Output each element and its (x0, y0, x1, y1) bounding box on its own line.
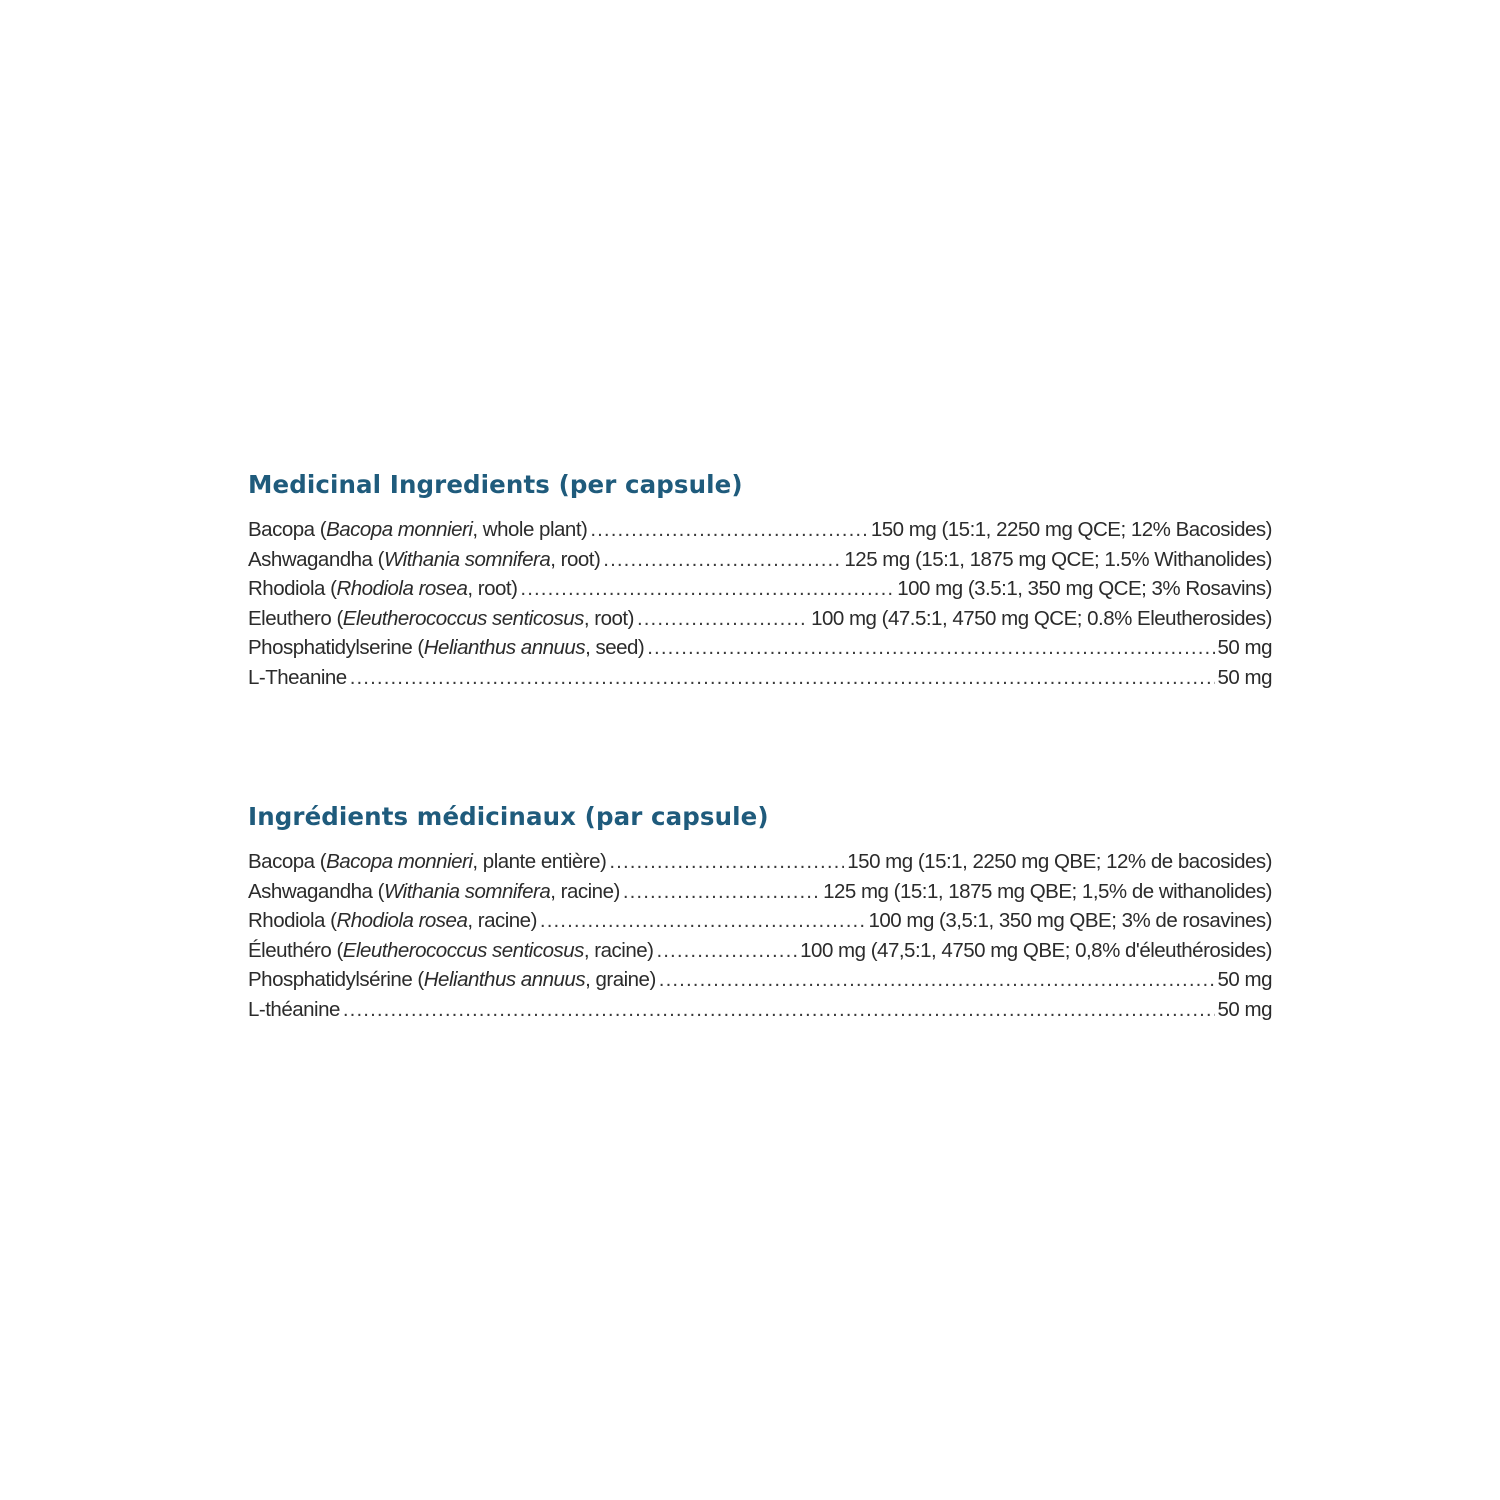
ingredient-row (248, 663, 1272, 693)
ingredient-row (248, 574, 1272, 604)
dot-leader (590, 515, 868, 545)
ingredient-row (248, 515, 1272, 545)
dot-leader (343, 995, 1215, 1025)
ingredient-row (248, 995, 1272, 1025)
ingredient-row (248, 936, 1272, 966)
ingredient-common-name: Rhodiola ( (248, 909, 337, 932)
ingredient-latin-name: Withania somnifera (383, 879, 551, 903)
ingredient-name (248, 633, 644, 663)
ingredient-part: , root) (583, 606, 634, 630)
ingredient-part: , graine) (585, 968, 656, 991)
ingredient-amount: 100 mg (47,5:1, 4750 mg QBE; 0,8% d'éleuthérosides) (800, 938, 1272, 962)
ingredient-common-name: Phosphatidylserine ( (248, 636, 424, 659)
ingredient-part: , plante entière) (472, 850, 607, 873)
dot-leader (656, 936, 797, 966)
dot-leader (647, 633, 1214, 663)
english-heading: Medicinal Ingredients (per capsule) (248, 470, 743, 499)
ingredient-amount: 50 mg (1217, 968, 1272, 991)
ingredient-common-name: Ashwagandha ( (248, 547, 384, 571)
ingredient-part: , root) (550, 547, 601, 571)
french-ingredient-list (248, 847, 1272, 1024)
ingredient-amount: 50 mg (1217, 636, 1272, 659)
ingredient-row (248, 965, 1272, 995)
ingredient-common-name: Bacopa ( (248, 850, 327, 873)
ingredient-name (248, 906, 537, 936)
ingredient-row (248, 545, 1272, 575)
ingredient-amount: 50 mg (1217, 665, 1272, 689)
ingredient-latin-name: Eleutherococcus senticosus (342, 938, 584, 962)
ingredient-amount: 125 mg (15:1, 1875 mg QCE; 1.5% Withanolides) (844, 547, 1272, 571)
dot-leader (540, 906, 866, 936)
ingredient-part: , racine) (550, 879, 620, 903)
dot-leader (609, 847, 844, 877)
ingredient-name (248, 574, 517, 604)
ingredient-name (248, 847, 606, 877)
ingredient-amount: 150 mg (15:1, 2250 mg QCE; 12% Bacosides) (870, 518, 1272, 541)
dot-leader (659, 965, 1215, 995)
ingredient-part: , seed) (585, 636, 645, 659)
ingredient-common-name: Éleuthéro ( (248, 938, 343, 962)
ingredient-common-name: L-Theanine (248, 665, 347, 689)
ingredient-part: , racine) (583, 938, 654, 962)
ingredient-row (248, 906, 1272, 936)
ingredient-amount: 100 mg (47.5:1, 4750 mg QCE; 0.8% Eleutherosides) (811, 606, 1272, 630)
ingredient-common-name: Eleuthero ( (248, 606, 343, 630)
ingredient-amount: 50 mg (1217, 997, 1272, 1021)
english-ingredient-list (248, 515, 1272, 692)
french-heading: Ingrédients médicinaux (par capsule) (248, 802, 769, 831)
ingredient-common-name: Ashwagandha ( (248, 879, 384, 903)
ingredient-part: , whole plant) (472, 518, 588, 541)
ingredient-row (248, 877, 1272, 907)
ingredient-name (248, 545, 600, 575)
french-ingredients-section (248, 801, 1272, 1024)
ingredient-common-name: Rhodiola ( (248, 577, 337, 600)
ingredient-row (248, 847, 1272, 877)
ingredient-amount: 100 mg (3.5:1, 350 mg QCE; 3% Rosavins) (897, 577, 1272, 600)
ingredient-name (248, 515, 587, 545)
ingredient-name (248, 663, 347, 693)
dot-leader (520, 574, 894, 604)
ingredient-name (248, 604, 634, 634)
dot-leader (350, 663, 1215, 693)
dot-leader (637, 604, 808, 634)
ingredient-name (248, 877, 620, 907)
ingredient-row (248, 604, 1272, 634)
ingredient-common-name: Phosphatidylsérine ( (248, 968, 424, 991)
ingredient-common-name: L-théanine (248, 997, 340, 1021)
english-ingredients-section (248, 469, 1272, 692)
ingredient-latin-name: Bacopa monnieri (326, 850, 473, 873)
ingredient-latin-name: Eleutherococcus senticosus (342, 606, 584, 630)
ingredient-part: , racine) (467, 909, 537, 932)
ingredient-latin-name: Rhodiola rosea (336, 909, 468, 932)
ingredient-amount: 100 mg (3,5:1, 350 mg QBE; 3% de rosavines) (868, 909, 1272, 932)
ingredient-name (248, 936, 653, 966)
ingredient-name (248, 995, 340, 1025)
ingredient-row (248, 633, 1272, 663)
ingredient-latin-name: Bacopa monnieri (326, 518, 473, 541)
ingredient-amount: 125 mg (15:1, 1875 mg QBE; 1,5% de withanolides) (823, 879, 1272, 903)
dot-leader (603, 545, 841, 575)
dot-leader (623, 877, 820, 907)
ingredient-latin-name: Helianthus annuus (423, 968, 586, 991)
ingredient-latin-name: Helianthus annuus (423, 636, 586, 659)
ingredient-latin-name: Withania somnifera (383, 547, 551, 571)
ingredient-common-name: Bacopa ( (248, 518, 327, 541)
ingredient-part: , root) (467, 577, 518, 600)
ingredient-name (248, 965, 656, 995)
ingredient-latin-name: Rhodiola rosea (336, 577, 468, 600)
ingredient-amount: 150 mg (15:1, 2250 mg QBE; 12% de bacosides) (847, 850, 1272, 873)
